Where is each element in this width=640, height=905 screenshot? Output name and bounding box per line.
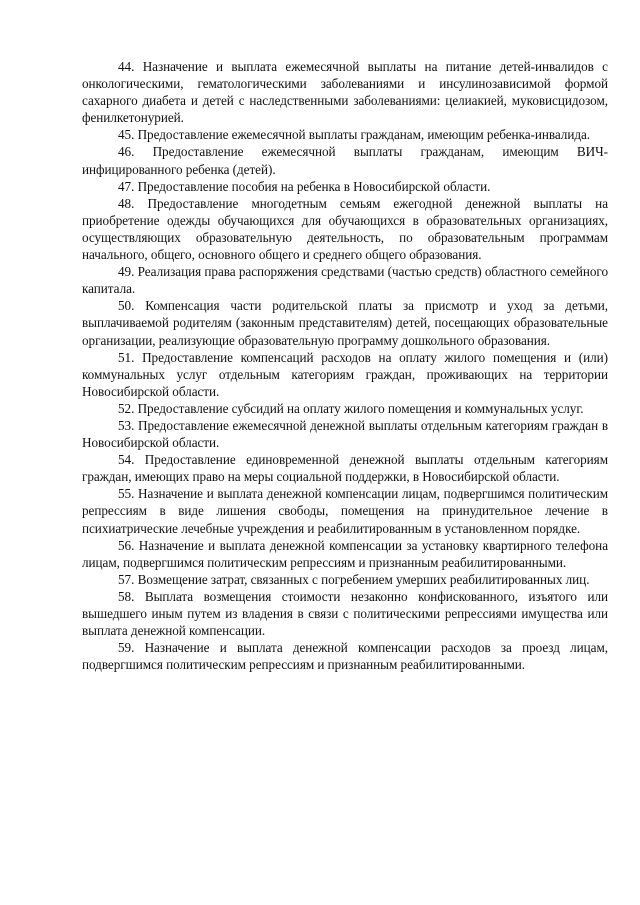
- list-item-53: 53. Предоставление ежемесячной денежной выплаты отдельным категориям граждан в Новосибирской области.: [82, 417, 608, 451]
- list-item-55: 55. Назначение и выплата денежной компенсации лицам, подвергшимся политическим репрессиям в виде лишения свободы, помещения на принудительное лечение в психиатрические лечебные учреждения и реабилитированным в установленном порядке.: [82, 486, 608, 536]
- list-item-56: 56. Назначение и выплата денежной компенсации за установку квартирного телефона лицам, подвергшимся политическим репрессиям и признанным реабилитированными.: [82, 537, 608, 570]
- list-item-54: 54. Предоставление единовременной денежной выплаты отдельным категориям граждан, имеющих право на меры социальной поддержки, в Новосибирской области.: [82, 452, 608, 485]
- list-item-59: 59. Назначение и выплата денежной компенсации расходов за проезд лицам, подвергшимся политическим репрессиям и признанным реабилитированными.: [82, 640, 608, 673]
- list-item-58: 58. Выплата возмещения стоимости незаконно конфискованного, изъятого или вышедшего иным путем из владения в связи с политическими репрессиями имущества или выплата денежной компенсации.: [82, 588, 608, 639]
- list-item-52: 52. Предоставление субсидий на оплату жилого помещения и коммунальных услуг.: [118, 400, 584, 416]
- list-item-45: 45. Предоставление ежемесячной выплаты гражданам, имеющим ребенка-инвалида.: [118, 127, 591, 143]
- list-item-57: 57. Возмещение затрат, связанных с погребением умерших реабилитированных лиц.: [118, 571, 590, 587]
- list-item-44: 44. Назначение и выплата ежемесячной выплаты на питание детей-инвалидов с онкологическими, гематологическими заболеваниями и инсулинозависимой формой сахарного диабета и детей с наследственными заболеваниями: целиакией, муковисцидозом, фенилкетонурией.: [82, 59, 608, 126]
- list-item-50: 50. Компенсация части родительской платы за присмотр и уход за детьми, выплачиваемой родителям (законным представителям) детей, посещающих образовательные организации, реализующие образовательную программу дошкольного образования.: [82, 298, 608, 348]
- list-item-46: 46. Предоставление ежемесячной выплаты гражданам, имеющим ВИЧ-инфицированного ребенка (детей).: [82, 144, 608, 177]
- list-item-51: 51. Предоставление компенсаций расходов на оплату жилого помещения и (или) коммунальных услуг отдельным категориям граждан, проживающих на территории Новосибирской области.: [82, 349, 608, 399]
- list-item-49: 49. Реализация права распоряжения средствами (частью средств) областного семейного капитала.: [82, 264, 608, 297]
- list-item-48: 48. Предоставление многодетным семьям ежегодной денежной выплаты на приобретение одежды обучающихся для обучающихся в образовательных организациях, осуществляющих образовательную деятельность, по образовательным программам начального, общего, основного общего и среднего общего образования.: [82, 195, 608, 263]
- list-item-47: 47. Предоставление пособия на ребенка в Новосибирской области.: [118, 178, 491, 194]
